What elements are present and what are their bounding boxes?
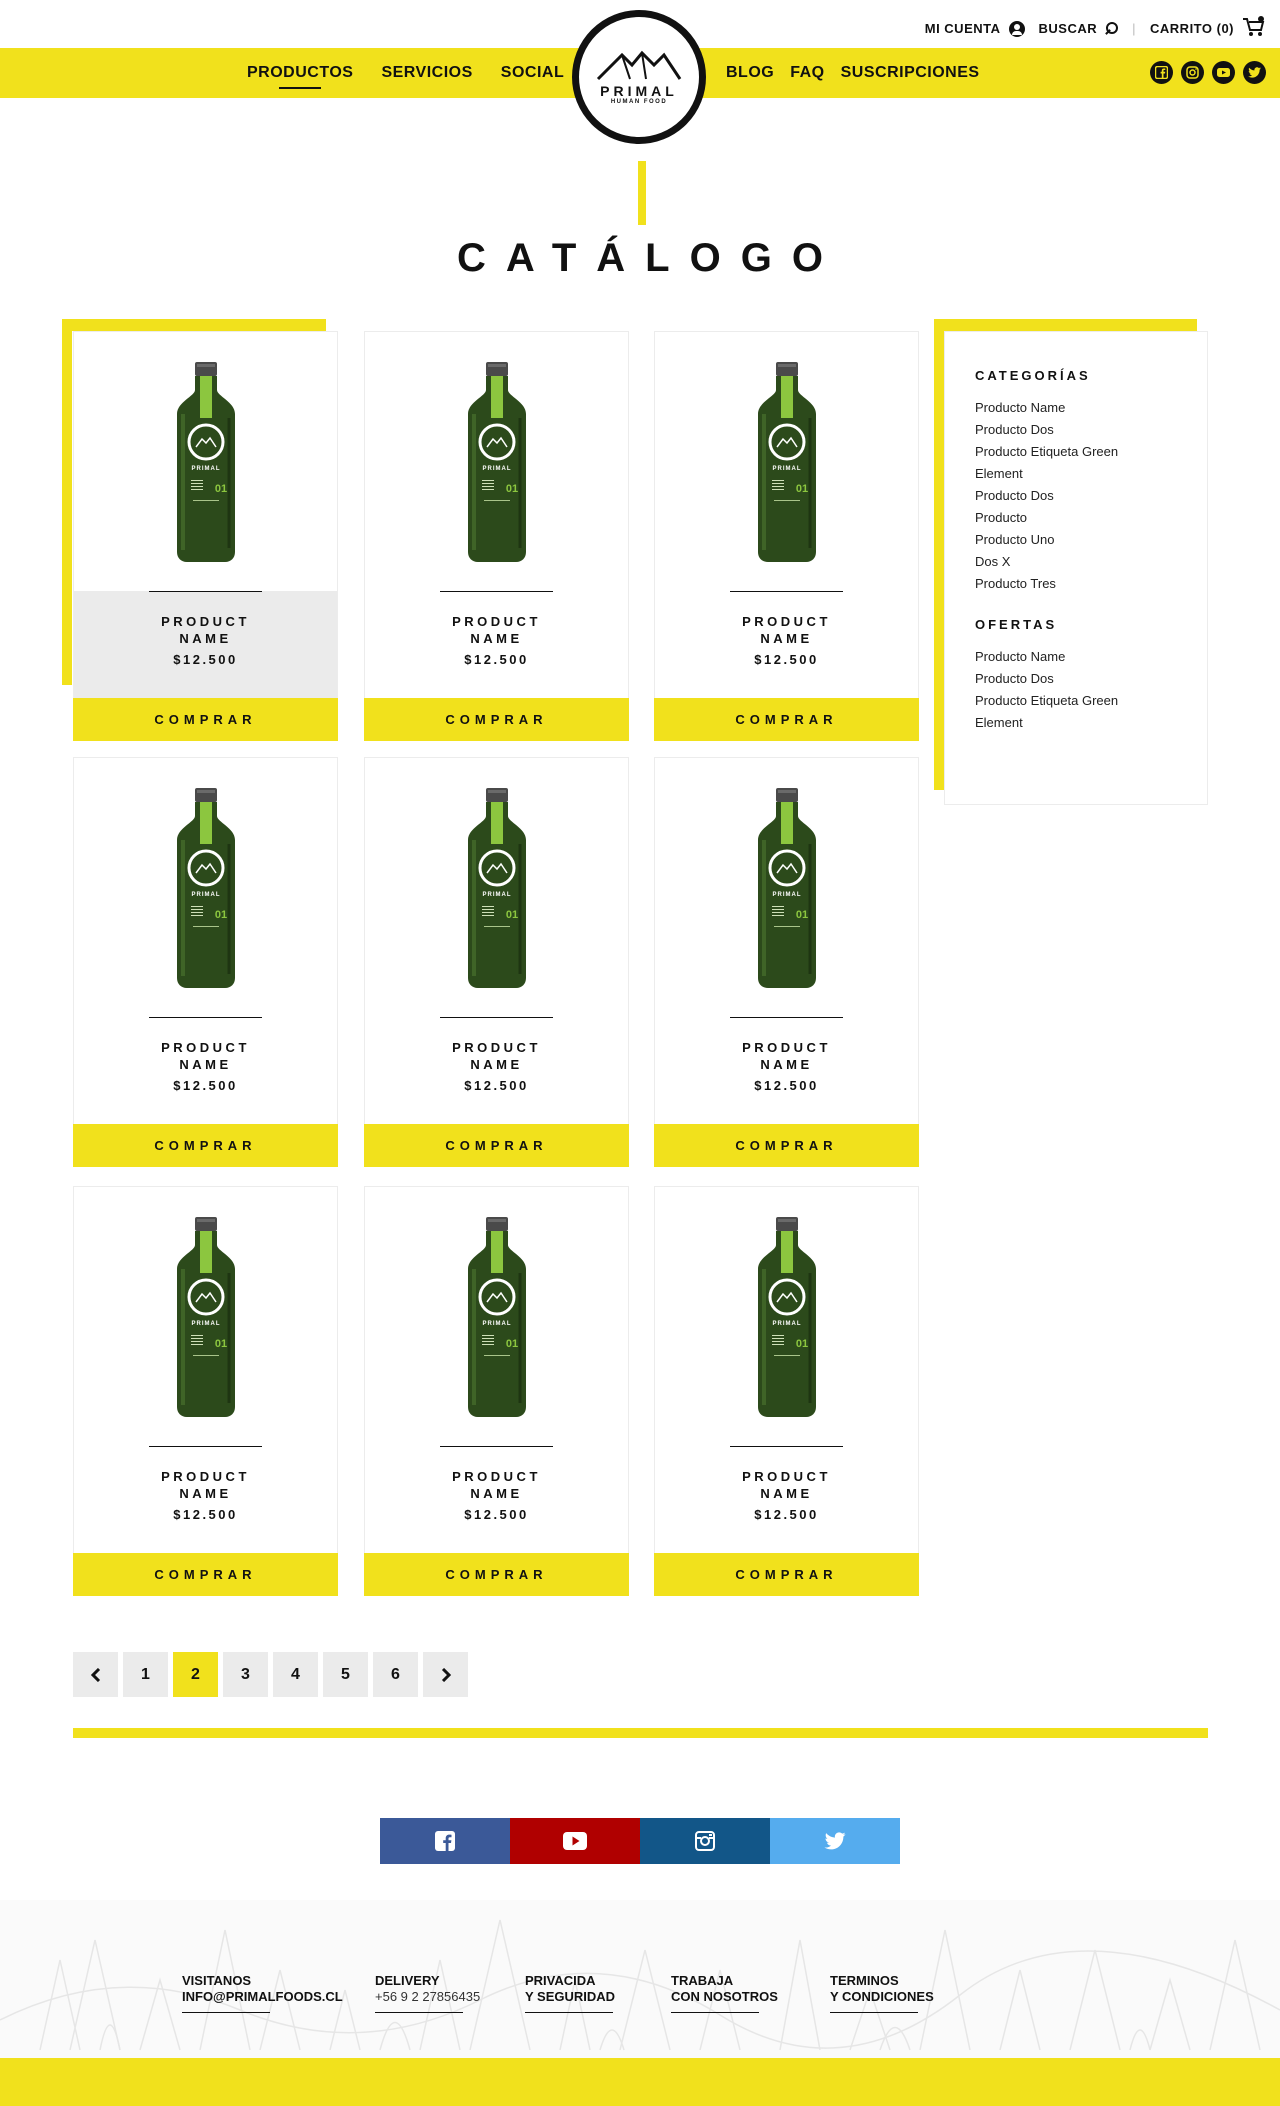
header-social-icons [1150,61,1266,84]
product-image[interactable] [365,1187,628,1446]
nav-productos[interactable]: PRODUCTOS [247,64,354,81]
svg-text:01: 01 [795,482,808,495]
page-1-button[interactable]: 1 [123,1652,168,1697]
product-name[interactable]: PRODUCT NAME [452,1040,541,1072]
product-divider [730,1017,843,1018]
product-divider [440,591,553,592]
divider: | [1132,21,1137,36]
footer-privacy-line2: Y SEGURIDAD [525,1989,616,2004]
twitter-icon [824,1832,846,1850]
offer-link[interactable]: Producto Etiqueta Green [975,693,1119,708]
product-card[interactable] [654,331,919,741]
svg-text:PRIMAL: PRIMAL [191,891,220,898]
nav-faq[interactable]: FAQ [790,64,825,81]
chevron-left-icon [91,1668,101,1682]
product-image[interactable] [365,332,628,591]
footer-visit-title: VISITANOS [182,1973,252,1988]
pagination [73,1652,468,1697]
product-image[interactable] [655,332,918,591]
user-icon[interactable] [1009,21,1025,37]
page-5-button[interactable]: 5 [323,1652,368,1697]
juice-bottle-image [171,788,241,988]
page-2-button[interactable]: 2 [173,1652,218,1697]
category-link[interactable]: Producto [975,510,1028,525]
product-name[interactable]: PRODUCT NAME [161,1040,250,1072]
svg-text:PRIMAL: PRIMAL [191,465,220,472]
instagram-icon[interactable] [1181,61,1204,84]
comprar-button[interactable]: COMPRAR [364,698,629,741]
comprar-button[interactable]: COMPRAR [73,1553,338,1596]
twitter-icon[interactable] [1243,61,1266,84]
page-6-button[interactable]: 6 [373,1652,418,1697]
product-name[interactable]: PRODUCT NAME [452,614,541,646]
cart-link[interactable]: CARRITO (0) [1150,21,1234,36]
product-name[interactable]: PRODUCT NAME [742,1469,831,1501]
juice-bottle-image [752,1217,822,1417]
product-info [655,1017,918,1124]
product-name[interactable]: PRODUCT NAME [452,1469,541,1501]
product-price: $12.500 [464,652,529,667]
footer-privacy-link[interactable] [525,1973,615,2013]
search-link[interactable]: BUSCAR [1038,21,1098,36]
product-accent-top [62,319,326,331]
product-image[interactable] [655,758,918,1017]
svg-text:PRIMAL: PRIMAL [772,465,801,472]
youtube-icon[interactable] [1212,61,1235,84]
footer-underline [375,2012,463,2013]
svg-text:01: 01 [505,482,518,495]
category-link[interactable]: Element [975,466,1023,481]
footer-bar [0,2058,1280,2106]
svg-text:01: 01 [214,482,227,495]
juice-bottle-image [462,788,532,988]
svg-text:PRIMAL: PRIMAL [772,891,801,898]
product-card[interactable] [73,331,338,741]
product-image[interactable] [655,1187,918,1446]
svg-text:01: 01 [795,1337,808,1350]
footer-underline [525,2012,613,2013]
product-price: $12.500 [754,1078,819,1093]
footer-privacy-line1: PRIVACIDA [525,1973,596,1988]
category-link[interactable]: Producto Uno [975,532,1055,547]
nav-suscripciones[interactable]: SUSCRIPCIONES [840,64,980,81]
juice-bottle-image [171,362,241,562]
product-divider [149,591,262,592]
category-link[interactable]: Producto Dos [975,422,1054,437]
logo-tagline: HUMAN FOOD [610,99,668,105]
offers-heading: OFERTAS [975,617,1058,632]
svg-text:PRIMAL: PRIMAL [191,1320,220,1327]
juice-bottle-image [462,1217,532,1417]
footer-email-link[interactable]: INFO@PRIMALFOODS.CL [182,1989,343,2004]
svg-text:01: 01 [795,908,808,921]
product-price: $12.500 [754,652,819,667]
youtube-icon [563,1832,587,1850]
facebook-button[interactable] [380,1818,510,1864]
footer-links [0,1973,1280,2033]
instagram-button[interactable] [640,1818,770,1864]
page-4-button[interactable]: 4 [273,1652,318,1697]
cart-icon[interactable] [1242,16,1266,41]
offer-link[interactable]: Element [975,715,1023,730]
product-image[interactable] [365,758,628,1017]
footer-delivery [375,1973,480,2013]
offer-link[interactable]: Producto Name [975,649,1066,664]
product-card[interactable] [364,757,629,1167]
comprar-button[interactable]: COMPRAR [364,1553,629,1596]
nav-right [726,48,980,98]
juice-bottle-image [752,362,822,562]
offer-link[interactable]: Producto Dos [975,671,1054,686]
product-name[interactable]: PRODUCT NAME [161,1469,250,1501]
sidebar-accent-top [934,319,1197,331]
product-card[interactable] [364,331,629,741]
category-link[interactable]: Producto Name [975,400,1066,415]
comprar-button[interactable]: COMPRAR [654,1124,919,1167]
footer-work-link[interactable] [671,1973,778,2013]
product-divider [440,1446,553,1447]
product-price: $12.500 [173,652,238,667]
comprar-button[interactable]: COMPRAR [73,1124,338,1167]
product-card[interactable] [654,1186,919,1596]
footer-underline [671,2012,759,2013]
category-link[interactable]: Producto Tres [975,576,1056,591]
search-icon[interactable] [1105,22,1118,35]
product-price: $12.500 [754,1507,819,1522]
categories-group [975,368,1207,595]
svg-text:PRIMAL: PRIMAL [482,891,511,898]
next-page-button[interactable] [423,1652,468,1697]
product-info [655,1446,918,1553]
comprar-button[interactable]: COMPRAR [654,1553,919,1596]
footer-terms-line1: TERMINOS [830,1973,899,1988]
product-card[interactable] [73,1186,338,1596]
footer-delivery-title: DELIVERY [375,1973,440,1988]
nav-servicios[interactable]: SERVICIOS [381,64,473,81]
product-name[interactable]: PRODUCT NAME [742,1040,831,1072]
footer-terms-link[interactable] [830,1973,934,2013]
product-info [74,1446,337,1553]
account-link[interactable]: MI CUENTA [924,21,1001,36]
product-divider [730,1446,843,1447]
product-card[interactable] [364,1186,629,1596]
top-links [925,16,1266,41]
product-info [74,591,337,698]
twitter-button[interactable] [770,1818,900,1864]
product-info [74,1017,337,1124]
product-price: $12.500 [464,1507,529,1522]
product-divider [730,591,843,592]
social-share-bar [380,1818,900,1864]
product-price: $12.500 [464,1078,529,1093]
product-name[interactable]: PRODUCT NAME [742,614,831,646]
product-info [365,1446,628,1553]
product-image[interactable] [74,1187,337,1446]
product-info [655,591,918,698]
comprar-button[interactable]: COMPRAR [73,698,338,741]
product-card[interactable] [73,757,338,1167]
sidebar [944,331,1208,805]
juice-bottle-image [171,1217,241,1417]
prev-page-button[interactable] [73,1652,118,1697]
category-link[interactable]: Producto Etiqueta Green [975,444,1119,459]
product-image[interactable] [74,758,337,1017]
footer-work-line2: CON NOSOTROS [671,1989,778,2004]
svg-text:PRIMAL: PRIMAL [482,465,511,472]
title-accent-bar [638,161,646,225]
nav-blog[interactable]: BLOG [726,64,775,81]
mountain-logo-icon [596,49,682,81]
category-link[interactable]: Producto Dos [975,488,1054,503]
product-card[interactable] [654,757,919,1167]
footer-underline [830,2012,918,2013]
product-accent-left [62,319,72,685]
offers-group [975,617,1207,734]
juice-bottle-image [462,362,532,562]
svg-text:01: 01 [214,908,227,921]
sidebar-accent-left [934,319,944,790]
footer-terms-line2: Y CONDICIONES [830,1989,934,2004]
svg-text:01: 01 [505,908,518,921]
product-divider [149,1017,262,1018]
product-info [365,591,628,698]
comprar-button[interactable]: COMPRAR [364,1124,629,1167]
product-info [365,1017,628,1124]
product-price: $12.500 [173,1078,238,1093]
section-divider [73,1728,1208,1738]
footer-visit [182,1973,343,2013]
instagram-icon [695,1831,715,1851]
footer-underline [182,2012,270,2013]
product-name[interactable]: PRODUCT NAME [161,614,250,646]
svg-text:01: 01 [214,1337,227,1350]
page-title: CATÁLOGO [457,236,843,280]
facebook-icon[interactable] [1150,61,1173,84]
product-price: $12.500 [173,1507,238,1522]
facebook-icon [435,1831,455,1851]
category-link[interactable]: Dos X [975,554,1011,569]
nav-social[interactable]: SOCIAL [500,64,565,81]
chevron-right-icon [441,1668,451,1682]
page-3-button[interactable]: 3 [223,1652,268,1697]
footer-phone[interactable]: +56 9 2 27856435 [375,1989,481,2004]
youtube-button[interactable] [510,1818,640,1864]
product-image[interactable] [74,332,337,591]
comprar-button[interactable]: COMPRAR [654,698,919,741]
svg-text:PRIMAL: PRIMAL [482,1320,511,1327]
brand-logo[interactable] [572,10,706,144]
categories-heading: CATEGORÍAS [975,368,1091,383]
product-divider [440,1017,553,1018]
juice-bottle-image [752,788,822,988]
nav-left [247,48,564,98]
logo-wordmark: PRIMAL [600,83,678,99]
svg-text:01: 01 [505,1337,518,1350]
svg-text:PRIMAL: PRIMAL [772,1320,801,1327]
product-divider [149,1446,262,1447]
footer-work-line1: TRABAJA [671,1973,734,1988]
